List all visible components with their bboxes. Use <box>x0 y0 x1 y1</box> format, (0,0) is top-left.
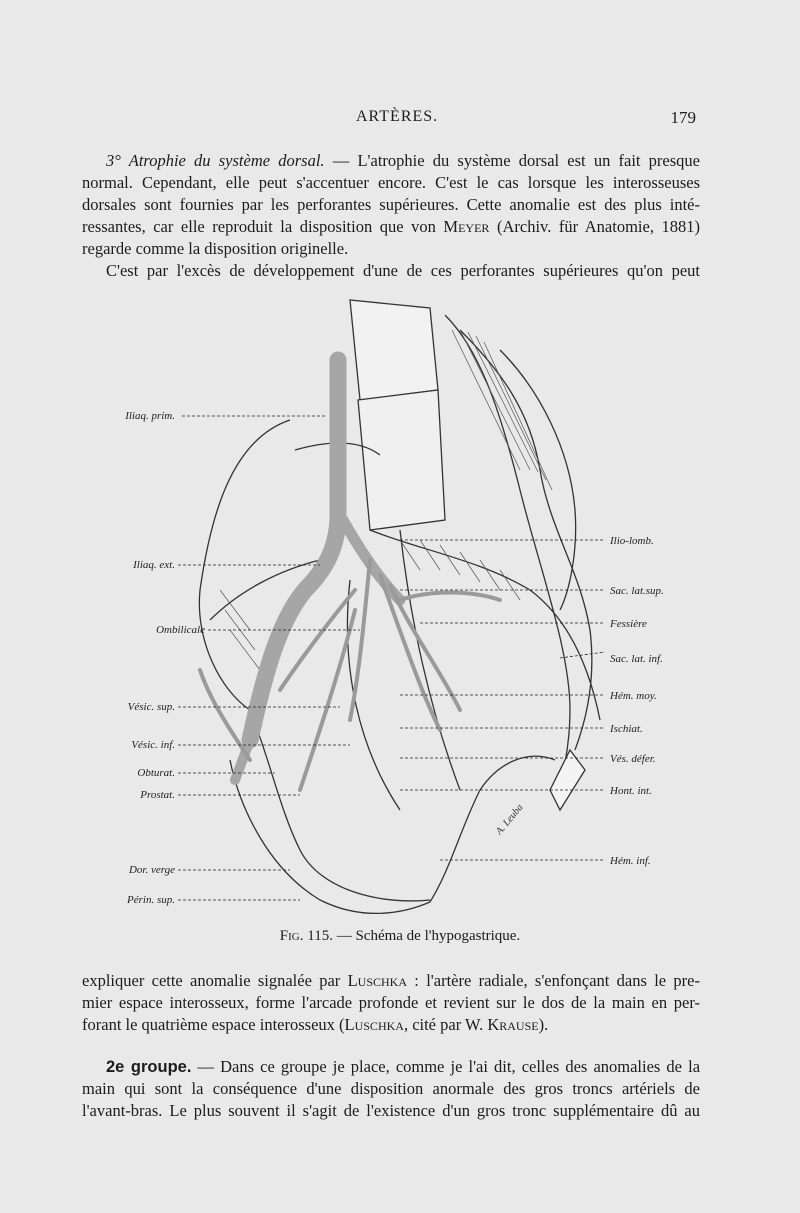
label-sac-lat-inf: Sac. lat. inf. <box>610 653 663 665</box>
label-dor-verge: Dor. verge <box>128 864 175 876</box>
section-heading: 3° Atrophie du système dorsal. <box>106 151 325 170</box>
label-prostat: Prostat. <box>140 789 175 801</box>
text-line: forant le quatrième espace interosseux (Luschka, cité par W. Krause). <box>82 1015 549 1034</box>
text-line: 3° Atrophie du système dorsal. — L'atrophie du système dorsal est un fait presque <box>106 151 700 170</box>
label-ilio-lomb: Ilio-lomb. <box>610 535 654 547</box>
running-title: ARTÈRES. <box>356 108 439 125</box>
text-line: regarde comme la disposition originelle. <box>82 239 349 258</box>
label-iliaq-prim: Iliaq. prim. <box>125 410 175 422</box>
label-ombilicale: Ombilicale <box>156 624 205 636</box>
label-ischiat: Ischiat. <box>610 723 643 735</box>
paragraph-groupe-2 <box>82 1056 700 1122</box>
text-line: expliquer cette anomalie signalée par Luschka : l'artère radiale, s'enfonçant dans le pre- <box>82 971 700 990</box>
label-hont-int: Hont. int. <box>610 785 652 797</box>
caption-text: — Schéma de l'hypogastrique. <box>332 928 521 944</box>
label-obturat: Obturat. <box>137 767 175 779</box>
text-line: dorsales sont fournies par les perforantes supérieures. Cette anomalie est des plus inté- <box>82 195 700 214</box>
text-line: 2e groupe. — Dans ce groupe je place, comme je l'ai dit, celles des anomalies de la <box>106 1057 701 1076</box>
author-name: Luschka <box>344 1015 404 1034</box>
figure-number: Fig. 115. <box>279 928 333 944</box>
label-perin-sup: Périn. sup. <box>127 894 175 906</box>
label-ves-defer: Vés. défer. <box>610 753 656 765</box>
paragraph-luschka <box>82 970 700 1036</box>
label-iliaq-ext: Iliaq. ext. <box>133 559 175 571</box>
paragraph-atrophie <box>82 150 700 282</box>
hypogastric-figure <box>100 290 700 930</box>
artist-signature: A. Leuba <box>493 802 526 837</box>
text-line: l'avant-bras. Le plus souvent il s'agit de l'existence d'un gros tronc supplémentaire dû au <box>82 1101 700 1120</box>
text-line: normal. Cependant, elle peut s'accentuer encore. C'est le cas lorsque les interosseuses <box>82 173 700 192</box>
page-number: 179 <box>670 108 696 127</box>
label-hem-inf: Hém. inf. <box>610 855 651 867</box>
author-name: Krause <box>487 1015 539 1034</box>
label-fessiere: Fessière <box>610 618 647 630</box>
author-name: Meyer <box>443 217 490 236</box>
label-vesic-sup: Vésic. sup. <box>127 701 175 713</box>
author-name: Luschka <box>347 971 407 990</box>
section-heading: 2e groupe. <box>106 1058 192 1076</box>
text-line: main qui sont la conséquence d'une disposition anormale des gros troncs artériels de <box>82 1079 700 1098</box>
label-hem-moy: Hém. moy. <box>610 690 657 702</box>
text-line: ressantes, car elle reproduit la disposition que von Meyer (Archiv. für Anatomie, 1881) <box>82 217 700 236</box>
running-head <box>0 108 800 132</box>
label-sac-lat-sup: Sac. lat.sup. <box>610 585 664 597</box>
label-vesic-inf: Vésic. inf. <box>131 739 175 751</box>
text-line: C'est par l'excès de développement d'une de ces perforantes supérieures qu'on peut <box>106 261 700 280</box>
artery-branches <box>200 560 500 790</box>
text-line: mier espace interosseux, forme l'arcade profonde et revient sur le dos de la main en per- <box>82 993 700 1012</box>
figure-caption <box>0 928 800 945</box>
